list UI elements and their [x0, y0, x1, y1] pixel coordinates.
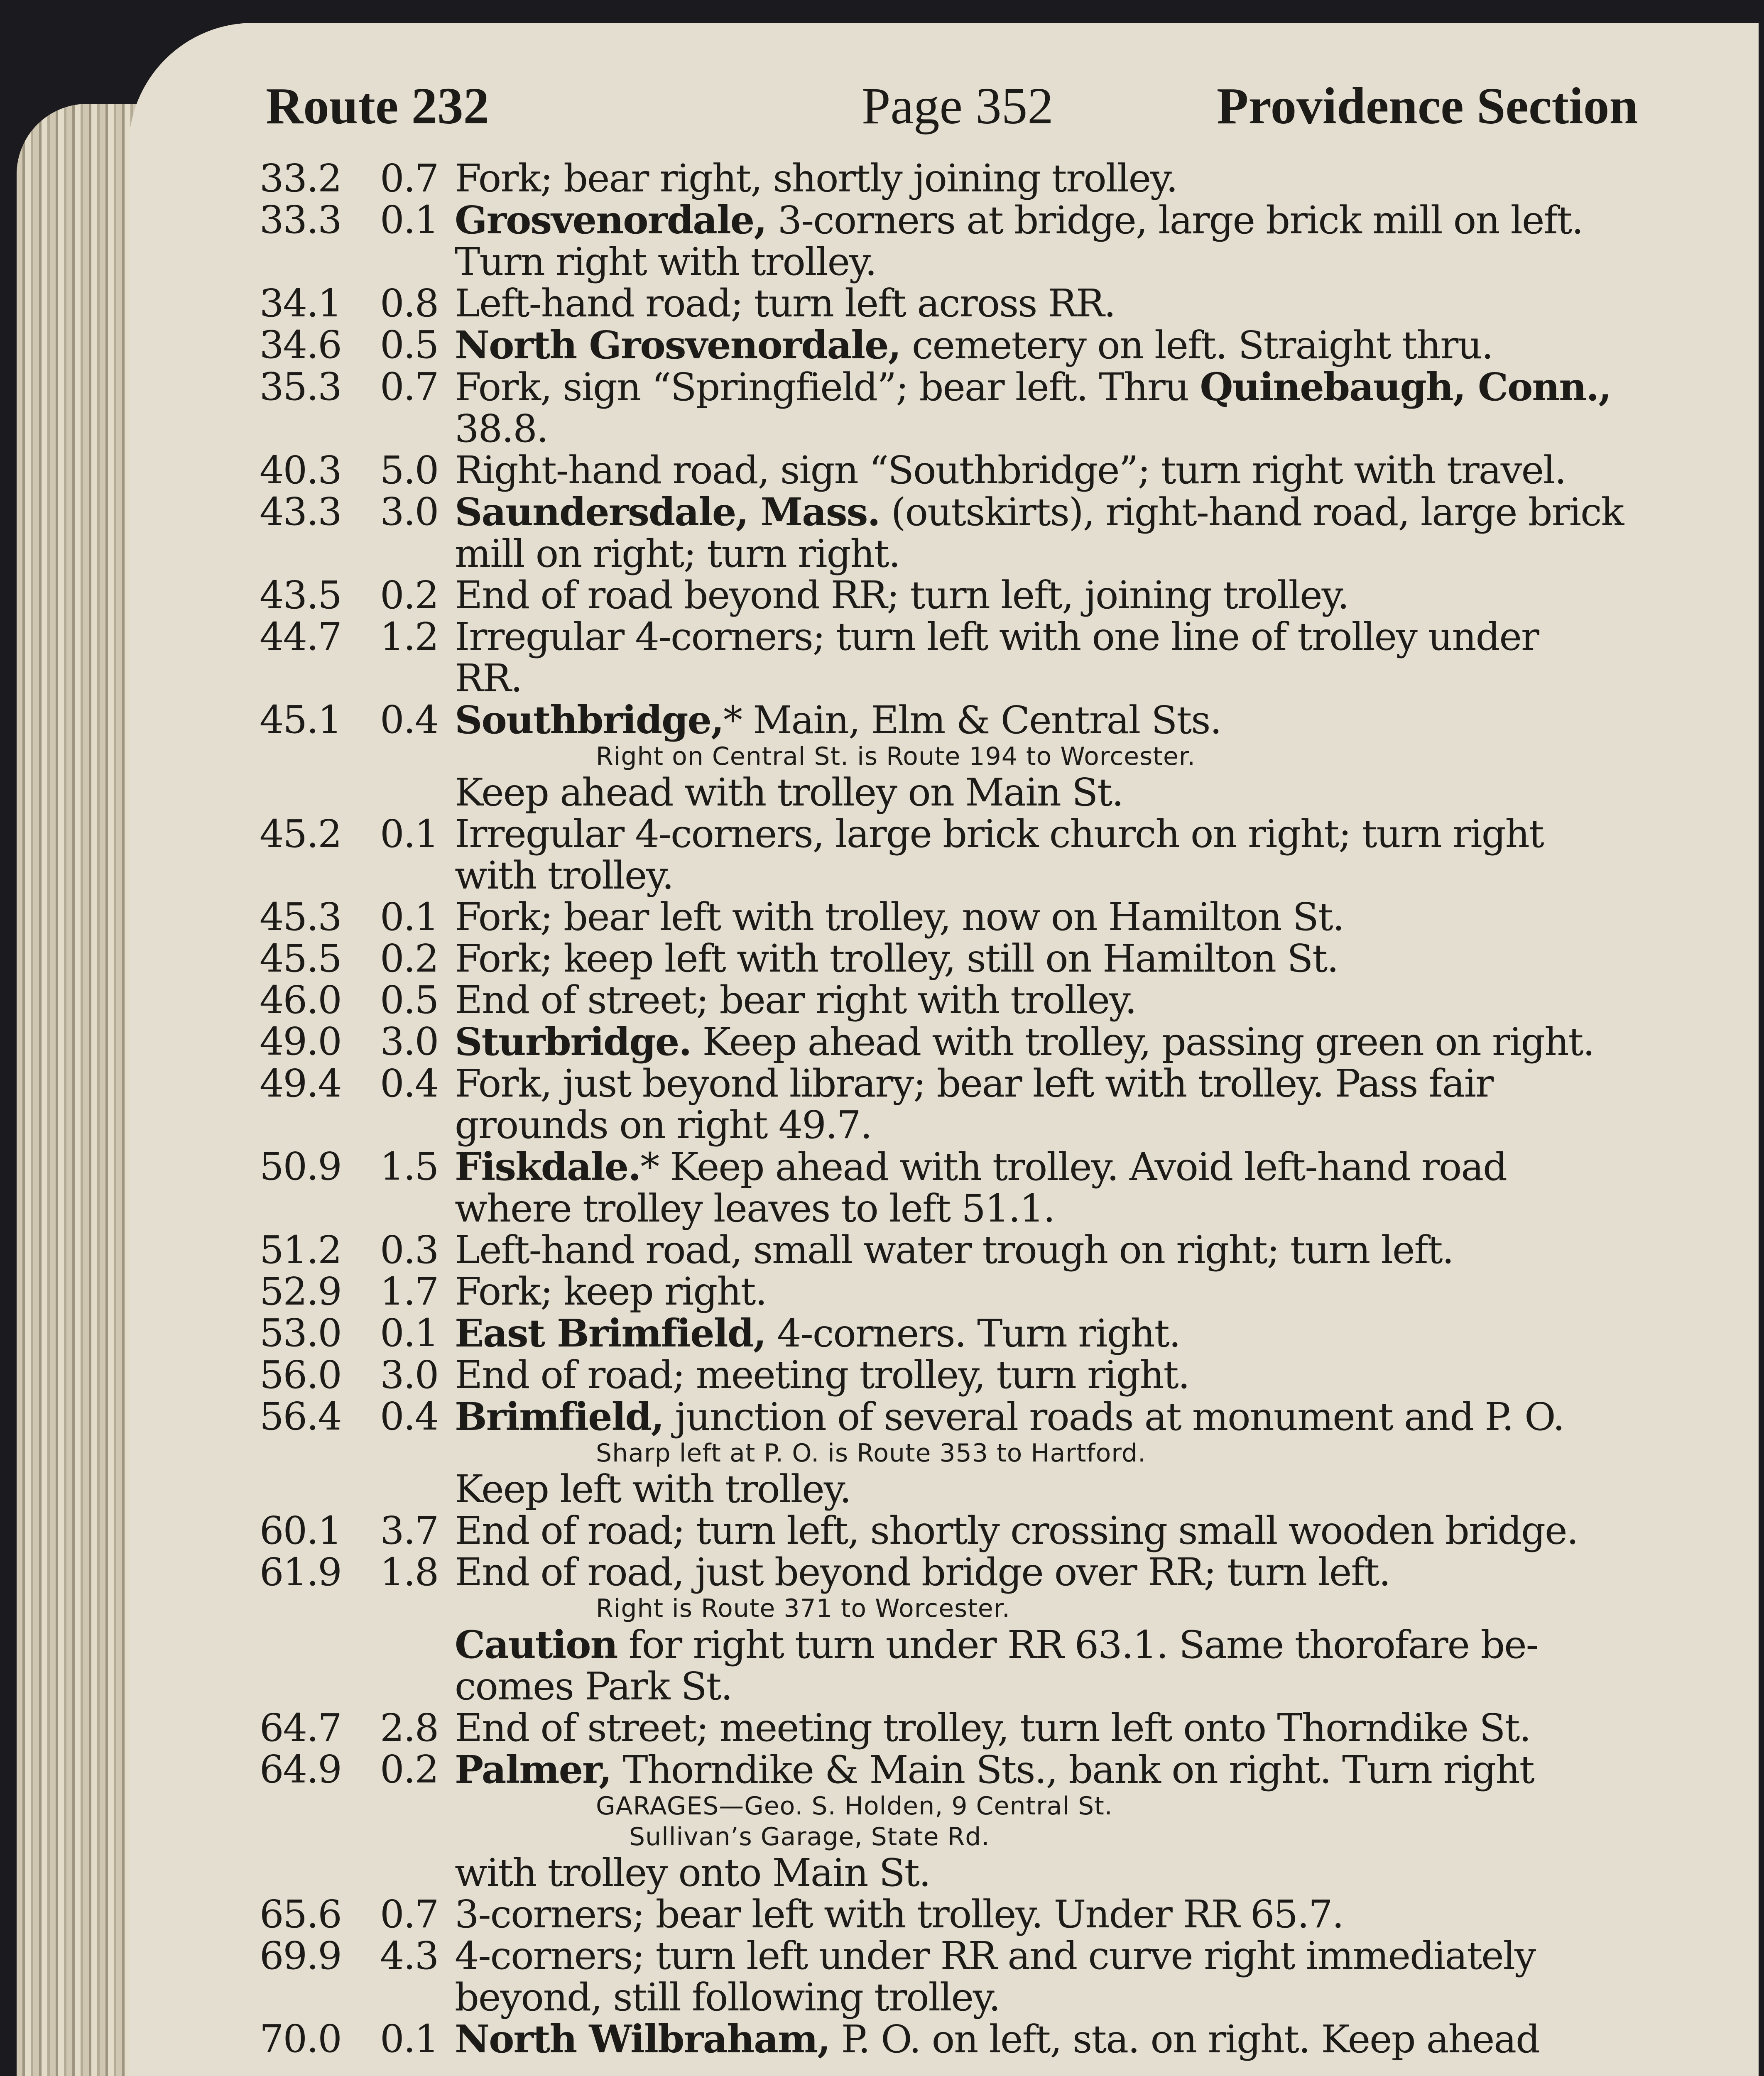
direction-text: End of road, just beyond bridge over RR; turn left.	[455, 1550, 1390, 1594]
direction-row	[260, 979, 1690, 1021]
place-name: Fiskdale.	[455, 1144, 641, 1189]
interval-mileage: 0.7	[380, 156, 439, 201]
direction-body	[455, 896, 1690, 938]
direction-text: * Main, Elm & Central Sts.	[723, 698, 1221, 742]
total-mileage: 45.1	[260, 698, 341, 742]
direction-row	[260, 158, 1690, 199]
total-mileage: 70.0	[260, 2017, 341, 2061]
direction-text: cemetery on left. Straight thru.	[900, 323, 1493, 367]
interval-mileage: 0.1	[380, 198, 439, 242]
direction-body	[455, 1146, 1690, 1188]
interval-mileage: 0.7	[380, 365, 439, 409]
interval-mileage: 0.7	[380, 1892, 439, 1936]
total-mileage: 45.5	[260, 936, 341, 981]
total-mileage: 56.4	[260, 1394, 341, 1439]
total-mileage: 51.2	[260, 1228, 341, 1272]
interval-mileage: 0.1	[380, 1311, 439, 1355]
direction-continuation	[260, 1624, 1690, 1666]
interval-mileage: 3.0	[380, 490, 439, 534]
direction-row	[260, 366, 1690, 408]
interval-mileage: 0.5	[380, 323, 439, 367]
direction-text: for right turn under RR 63.1. Same thorofare be-	[617, 1623, 1538, 1667]
total-mileage: 33.3	[260, 198, 341, 242]
total-mileage: 64.7	[260, 1706, 341, 1750]
direction-row	[260, 699, 1690, 741]
direction-row	[260, 1312, 1690, 1354]
direction-body	[455, 1021, 1690, 1063]
direction-text: Fork; bear left with trolley, now on Hamilton St.	[455, 895, 1344, 939]
direction-body	[455, 366, 1690, 408]
direction-body	[455, 1552, 1690, 1593]
direction-body	[455, 1510, 1690, 1552]
direction-text: End of road; meeting trolley, turn right.	[455, 1353, 1189, 1397]
direction-body	[455, 979, 1690, 1021]
direction-row	[260, 324, 1690, 366]
place-name: Palmer,	[455, 1747, 611, 1792]
direction-row	[260, 938, 1690, 979]
place-name: North Grosvenordale,	[455, 323, 901, 367]
direction-text: Fork; keep right.	[455, 1269, 767, 1314]
place-name: North Wilbraham,	[455, 2017, 830, 2061]
total-mileage: 46.0	[260, 978, 341, 1022]
direction-text: junction of several roads at monument and P. O.	[663, 1395, 1564, 1439]
total-mileage: 35.3	[260, 365, 341, 409]
direction-text: Irregular 4-corners; turn left with one line of trolley under	[455, 614, 1539, 659]
total-mileage: 49.0	[260, 1019, 341, 1064]
direction-body	[455, 1063, 1690, 1104]
interval-mileage: 3.0	[380, 1019, 439, 1064]
direction-row	[260, 1935, 1690, 1977]
direction-row	[260, 616, 1690, 658]
total-mileage: 49.4	[260, 1061, 341, 1106]
direction-body	[455, 491, 1690, 533]
direction-body	[455, 158, 1690, 199]
interval-mileage: 1.8	[380, 1550, 439, 1594]
route-note: Sharp left at P. O. is Route 353 to Hartford.	[596, 1439, 1147, 1468]
place-name: Southbridge,	[455, 698, 724, 742]
direction-body	[455, 699, 1690, 741]
direction-text: 3-corners at bridge, large brick mill on left.	[766, 198, 1583, 242]
interval-mileage: 0.2	[380, 936, 439, 981]
direction-continuation: comes Park St.	[455, 1664, 732, 1709]
direction-body	[455, 1271, 1690, 1312]
total-mileage: 40.3	[260, 448, 341, 492]
direction-body	[455, 1707, 1690, 1749]
direction-continuation: RR.	[455, 656, 522, 700]
direction-text: * Keep ahead with trolley. Avoid left-hand road	[640, 1145, 1507, 1189]
total-mileage: 69.9	[260, 1934, 341, 1978]
interval-mileage: 0.5	[380, 978, 439, 1022]
interval-mileage: 0.4	[380, 1394, 439, 1439]
direction-row	[260, 1021, 1690, 1063]
place-name: Caution	[455, 1622, 617, 1667]
total-mileage: 64.9	[260, 1747, 341, 1792]
direction-body	[455, 283, 1690, 324]
direction-body	[455, 813, 1690, 855]
direction-row	[260, 896, 1690, 938]
interval-mileage: 1.5	[380, 1144, 439, 1189]
direction-text: Thorndike & Main Sts., bank on right. Turn right	[611, 1748, 1534, 1792]
total-mileage: 43.5	[260, 573, 341, 617]
direction-text: Keep ahead with trolley, passing green on right.	[691, 1020, 1594, 1064]
route-number: Route 232	[266, 78, 490, 135]
total-mileage: 45.3	[260, 895, 341, 939]
place-name: Quinebaugh, Conn.,	[1200, 365, 1611, 409]
direction-body	[455, 199, 1690, 241]
direction-row	[260, 283, 1690, 324]
direction-continuation: Keep left with trolley.	[455, 1467, 851, 1511]
direction-text: 4-corners. Turn right.	[765, 1311, 1180, 1356]
direction-text: Fork, sign “Springfield”; bear left. Thru	[455, 365, 1200, 409]
direction-text: Fork; bear right, shortly joining trolley.	[455, 156, 1178, 201]
interval-mileage: 4.3	[380, 1934, 439, 1978]
direction-row	[260, 1510, 1690, 1552]
direction-continuation: Turn right with trolley.	[455, 240, 877, 284]
total-mileage: 56.0	[260, 1353, 341, 1397]
direction-row	[260, 575, 1690, 616]
place-name: Sturbridge.	[455, 1019, 691, 1064]
direction-text: End of street; bear right with trolley.	[455, 978, 1136, 1022]
direction-continuation: where trolley leaves to left 51.1.	[455, 1186, 1055, 1231]
direction-body	[455, 1935, 1690, 1977]
direction-body	[455, 1312, 1690, 1354]
total-mileage: 44.7	[260, 614, 341, 659]
interval-mileage: 0.1	[380, 2017, 439, 2061]
interval-mileage: 1.2	[380, 614, 439, 659]
direction-row	[260, 1552, 1690, 1593]
direction-text: End of road beyond RR; turn left, joining trolley.	[455, 573, 1349, 617]
direction-continuation: grounds on right 49.7.	[455, 1103, 872, 1147]
place-name: Grosvenordale,	[455, 198, 767, 242]
total-mileage: 53.0	[260, 1311, 341, 1355]
direction-text: 4-corners; turn left under RR and curve right immediately	[455, 1934, 1536, 1978]
direction-body	[455, 1749, 1690, 1791]
direction-text: End of road; turn left, shortly crossing small wooden bridge.	[455, 1508, 1578, 1553]
direction-row	[260, 1146, 1690, 1188]
direction-text: P. O. on left, sta. on right. Keep ahead	[830, 2017, 1539, 2061]
total-mileage: 34.6	[260, 323, 341, 367]
direction-body	[455, 324, 1690, 366]
direction-text: (outskirts), right-hand road, large brick	[880, 490, 1624, 534]
total-mileage: 43.3	[260, 490, 341, 534]
interval-mileage: 1.7	[380, 1269, 439, 1314]
interval-mileage: 0.1	[380, 812, 439, 856]
interval-mileage: 0.3	[380, 1228, 439, 1272]
direction-row	[260, 1707, 1690, 1749]
route-note: Right is Route 371 to Worcester.	[596, 1594, 1010, 1623]
direction-body	[455, 1229, 1690, 1271]
place-name: Saundersdale, Mass.	[455, 490, 880, 534]
direction-body	[455, 938, 1690, 979]
direction-row	[260, 450, 1690, 491]
total-mileage: 60.1	[260, 1508, 341, 1553]
total-mileage: 33.2	[260, 156, 341, 201]
page-number: Page 352	[862, 78, 1054, 135]
section-title: Providence Section	[1217, 78, 1638, 135]
direction-row	[260, 2018, 1690, 2060]
direction-text: Fork, just beyond library; bear left with trolley. Pass fair	[455, 1061, 1493, 1106]
total-mileage: 61.9	[260, 1550, 341, 1594]
direction-body	[455, 450, 1690, 491]
direction-text: End of street; meeting trolley, turn left onto Thorndike St.	[455, 1706, 1531, 1750]
direction-row	[260, 1271, 1690, 1312]
direction-row	[260, 1894, 1690, 1935]
direction-body	[455, 616, 1690, 658]
direction-continuation: beyond, still following trolley.	[455, 1975, 1000, 2020]
direction-text: Left-hand road, small water trough on right; turn left.	[455, 1228, 1453, 1272]
total-mileage: 50.9	[260, 1144, 341, 1189]
direction-row	[260, 491, 1690, 533]
interval-mileage: 0.2	[380, 1747, 439, 1792]
direction-row	[260, 199, 1690, 241]
direction-text: Right-hand road, sign “Southbridge”; turn right with travel.	[455, 448, 1566, 492]
interval-mileage: 0.4	[380, 698, 439, 742]
direction-row	[260, 1354, 1690, 1396]
direction-body	[455, 1894, 1690, 1935]
interval-mileage: 2.8	[380, 1706, 439, 1750]
interval-mileage: 3.0	[380, 1353, 439, 1397]
direction-row	[260, 813, 1690, 855]
direction-text: 3-corners; bear left with trolley. Under RR 65.7.	[455, 1892, 1343, 1936]
direction-continuation: mill on right; turn right.	[455, 531, 900, 576]
direction-body	[455, 575, 1690, 616]
interval-mileage: 0.2	[380, 573, 439, 617]
total-mileage: 65.6	[260, 1892, 341, 1936]
place-name: East Brimfield,	[455, 1311, 766, 1356]
total-mileage: 45.2	[260, 812, 341, 856]
place-name: Brimfield,	[455, 1394, 664, 1439]
route-note: Right on Central St. is Route 194 to Worcester.	[596, 742, 1196, 771]
direction-row	[260, 1396, 1690, 1438]
interval-mileage: 0.8	[380, 281, 439, 326]
direction-row	[260, 1229, 1690, 1271]
direction-continuation: with trolley.	[455, 853, 674, 898]
interval-mileage: 0.1	[380, 895, 439, 939]
interval-mileage: 0.4	[380, 1061, 439, 1106]
route-note: Sullivan’s Garage, State Rd.	[629, 1822, 990, 1851]
interval-mileage: 3.7	[380, 1508, 439, 1553]
direction-text: Irregular 4-corners, large brick church on right; turn right	[455, 812, 1544, 856]
direction-continuation: Keep ahead with trolley on Main St.	[455, 770, 1123, 815]
direction-body	[455, 1354, 1690, 1396]
direction-text: Left-hand road; turn left across RR.	[455, 281, 1115, 326]
total-mileage: 34.1	[260, 281, 341, 326]
route-note: GARAGES—Geo. S. Holden, 9 Central St.	[596, 1792, 1113, 1821]
direction-continuation: with trolley onto Main St.	[455, 1851, 930, 1895]
direction-continuation: 38.8.	[455, 406, 548, 451]
direction-row	[260, 1749, 1690, 1791]
direction-text: Fork; keep left with trolley, still on Hamilton St.	[455, 936, 1338, 981]
direction-body	[455, 2018, 1690, 2060]
route-directions	[260, 158, 1690, 2060]
direction-row	[260, 1063, 1690, 1104]
total-mileage: 52.9	[260, 1269, 341, 1314]
interval-mileage: 5.0	[380, 448, 439, 492]
direction-body	[455, 1396, 1690, 1438]
